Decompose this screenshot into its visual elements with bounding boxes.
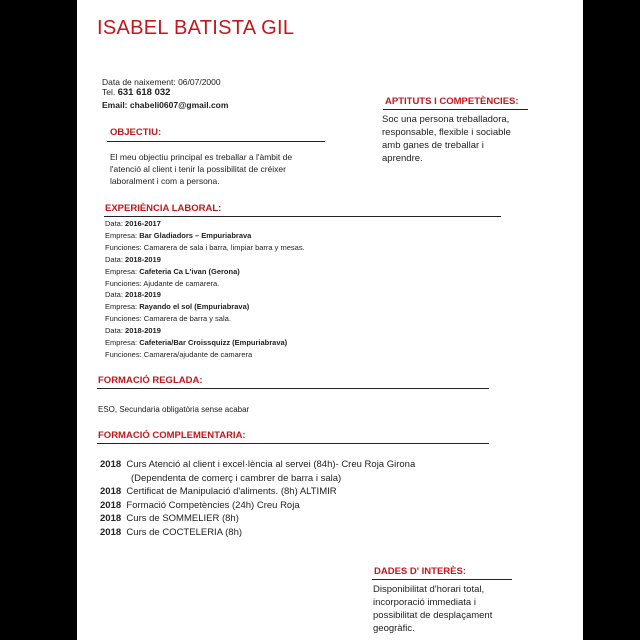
experiencia-rule <box>104 216 501 217</box>
aptituds-line: responsable, flexible i sociable <box>382 127 511 138</box>
aptituds-line: amb ganes de treballar i <box>382 140 484 151</box>
aptituds-title: APTITUTS I COMPETÈNCIES: <box>385 96 519 107</box>
objectiu-text <box>110 151 292 187</box>
dades-line: possibilitat de desplaçament <box>373 610 493 621</box>
job-functions: Funciones: Ajudante de camarera. <box>105 278 220 288</box>
course-item: 2018 Curs de SOMMELIER (8h) <box>100 513 239 524</box>
objectiu-line: laboralment i com a persona. <box>110 176 220 186</box>
dades-line: Disponibilitat d'horari total, <box>373 584 485 595</box>
dades-rule <box>372 579 512 580</box>
email-label: Email: <box>102 100 128 110</box>
course-item: 2018 Formació Competències (24h) Creu Roja <box>100 499 300 511</box>
phone-number: 631 618 032 <box>117 87 171 98</box>
job-company: Empresa: Rayando el sol (Empuriabrava) <box>105 302 250 312</box>
complementaria-list <box>100 458 415 539</box>
complementaria-rule <box>97 443 489 444</box>
job-company: Empresa: Cafeteria Ca L'ivan (Gerona) <box>105 266 240 276</box>
dades-line: geogràfic. <box>373 623 415 634</box>
job-functions: Funciones: Camarera de sala i barra, limpiar barra y mesas. <box>105 242 305 252</box>
job-functions: Funciones: Camarera de barra y sala. <box>105 314 231 324</box>
job-company: Empresa: Bar Gladiadors – Empuriabrava <box>105 230 252 240</box>
job-company: Empresa: Cafeteria/Bar Croissquizz (Empuriabrava) <box>105 338 288 348</box>
aptituds-line: aprendre. <box>382 153 423 164</box>
complementaria-title: FORMACIÓ COMPLEMENTARIA: <box>98 430 246 441</box>
dades-title: DADES D' INTERÈS: <box>374 566 466 577</box>
email <box>102 100 228 110</box>
cv-page <box>77 0 583 640</box>
experiencia-title: EXPERIÈNCIA LABORAL: <box>105 203 222 214</box>
objectiu-line: l'atenció al client i tenir la possibilitat de créixer <box>110 164 286 174</box>
reglada-rule <box>97 388 489 389</box>
job-date: Data: 2016-2017 <box>105 219 161 228</box>
course-item-cont: (Dependenta de comerç i cambrer de barra i sala) <box>131 472 342 484</box>
reglada-text: ESO, Secundaria obligatòria sense acabar <box>98 405 250 414</box>
reglada-title: FORMACIÓ REGLADA: <box>98 375 203 386</box>
experiencia-list <box>105 218 305 361</box>
objectiu-rule <box>107 141 325 142</box>
course-item: 2018 Curs de COCTELERIA (8h) <box>100 526 243 538</box>
course-item: 2018 Certificat de Manipulació d'aliments. (8h) ALTIMIR <box>100 486 337 497</box>
job-date: Data: 2018-2019 <box>105 290 161 300</box>
cv-name: ISABEL BATISTA GIL <box>97 17 295 39</box>
job-date: Data: 2018-2019 <box>105 254 161 264</box>
objectiu-line: El meu objectiu principal es treballar a l'àmbit de <box>110 152 293 162</box>
objectiu-title: OBJECTIU: <box>110 127 162 138</box>
aptituds-line: Soc una persona treballadora, <box>382 114 510 125</box>
job-functions: Funciones: Camarera/ajudante de camarera <box>105 349 253 359</box>
birth-date: Data de naixement: 06/07/2000 <box>102 77 221 87</box>
aptituds-rule <box>383 109 528 110</box>
phone-label: Tel. <box>102 87 116 97</box>
aptituds-text <box>382 113 511 165</box>
dades-text <box>373 583 492 635</box>
job-date: Data: 2018-2019 <box>105 326 161 336</box>
email-address: chabeli0607@gmail.com <box>129 100 229 110</box>
dades-line: incorporació immediata i <box>373 597 476 608</box>
course-item: 2018 Curs Atenció al client i excel·lència al servei (84h)- Creu Roja Girona <box>100 459 416 470</box>
phone <box>102 87 170 98</box>
